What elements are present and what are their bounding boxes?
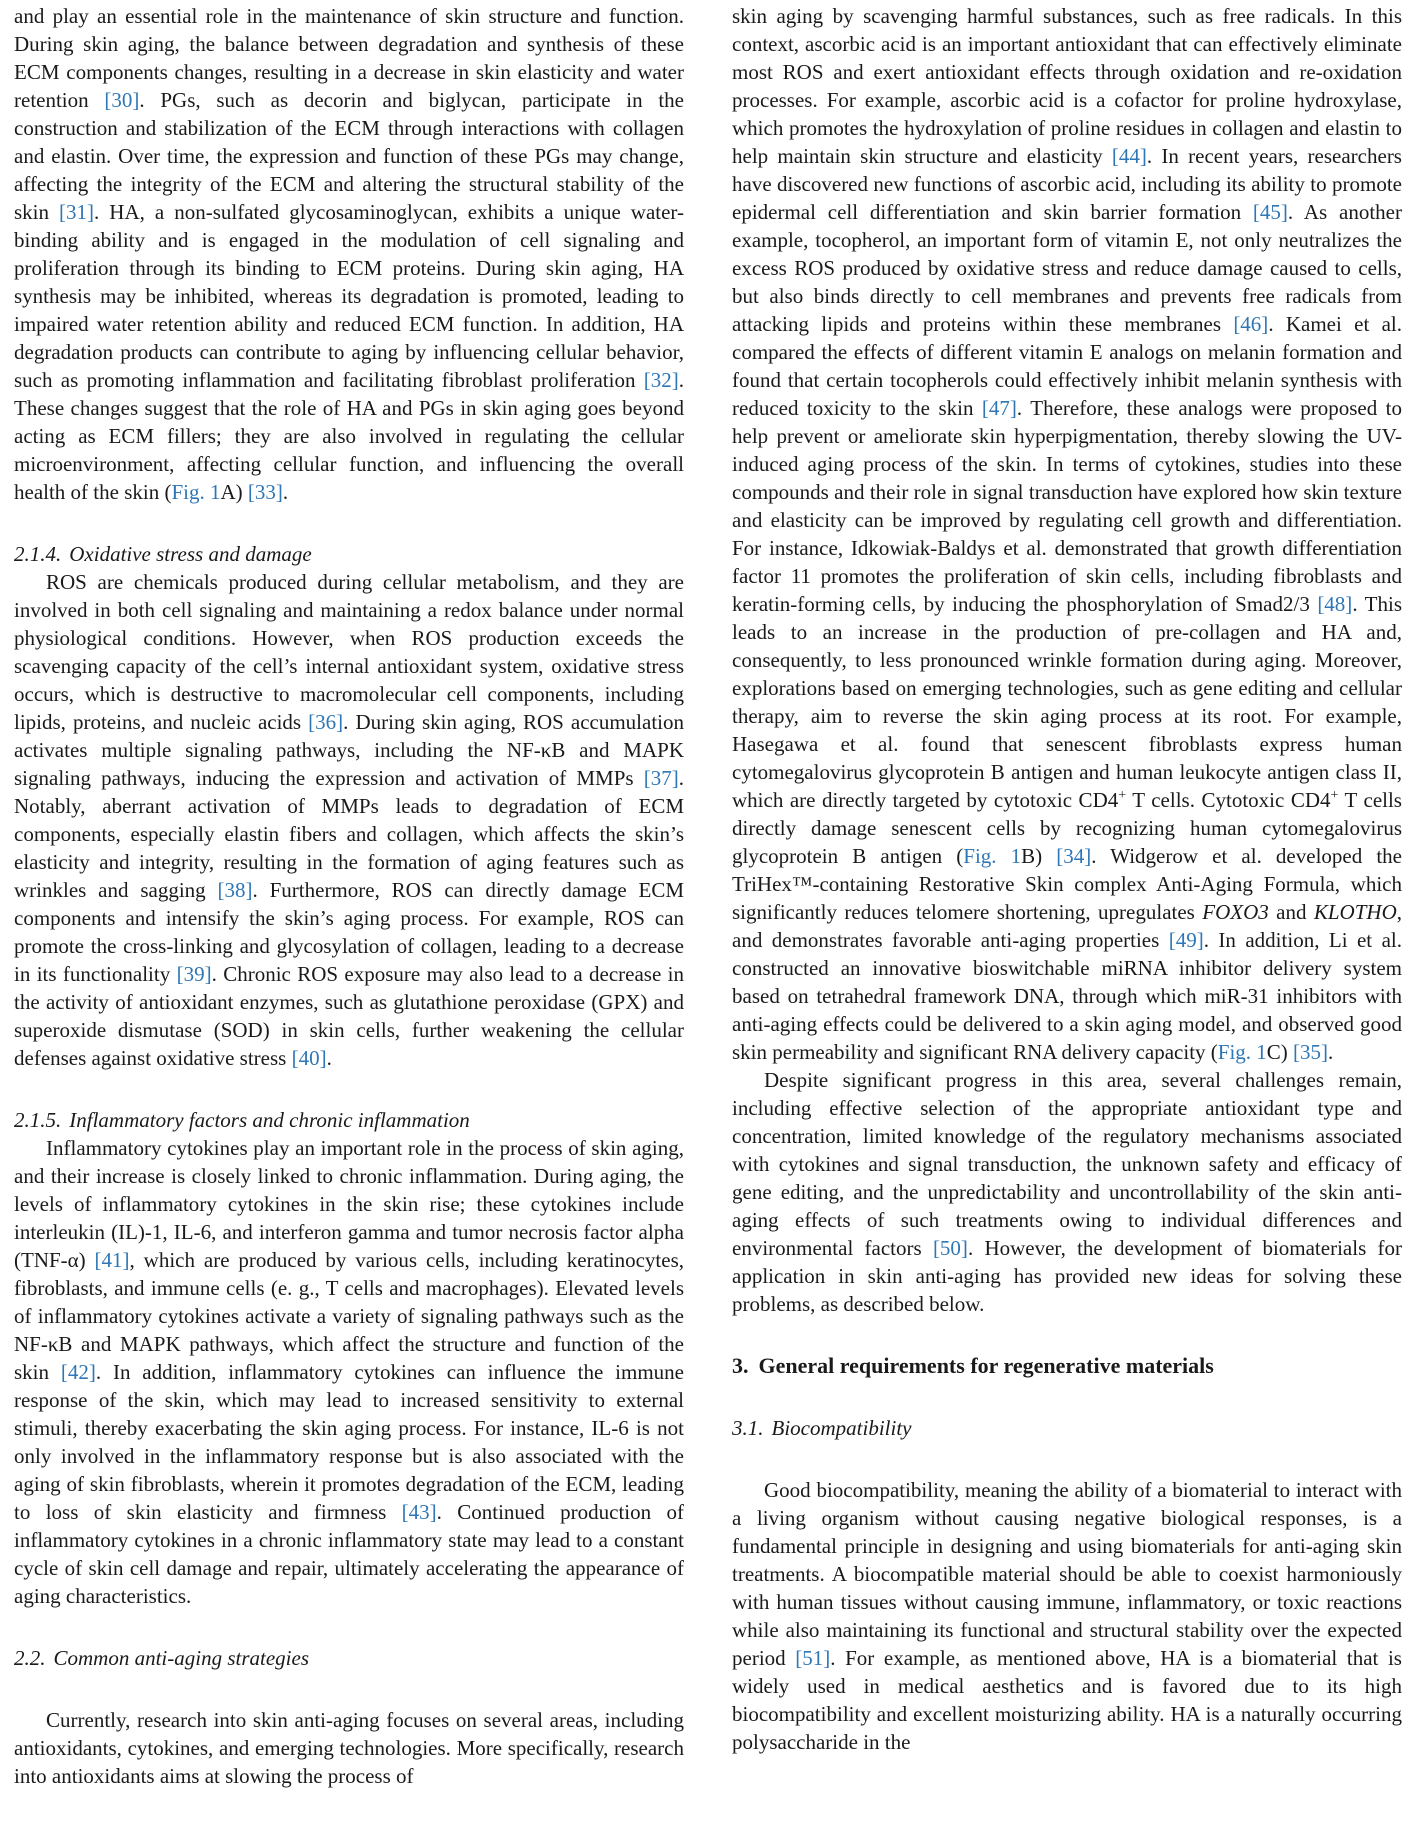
- text-run: , which are produced by various cells, including keratinocytes, fibroblasts, and immune cells (e. g., T cells and macrophages). Elevated levels of inflammatory cytokines activate a variety of signaling pathways such as the NF-κB and MAPK pathways, which affect the structure and function of the skin: [14, 1248, 685, 1384]
- figure-link[interactable]: Fig. 1: [171, 480, 221, 504]
- citation-link[interactable]: [46]: [1233, 312, 1269, 336]
- superscript: +: [1118, 788, 1127, 803]
- citation-link[interactable]: [33]: [247, 480, 283, 504]
- citation-link[interactable]: [49]: [1168, 928, 1204, 952]
- heading-title: General requirements for regenerative materials: [758, 1353, 1214, 1378]
- text-run: . In recent years, researchers have discovered new functions of ascorbic acid, including its ability to promote epidermal cell differentiation and skin barrier formation: [732, 144, 1402, 224]
- subsection-heading-2-1-5: [14, 1106, 684, 1134]
- text-run: ROS are chemicals produced during cellular metabolism, and they are involved in both cell signaling and maintaining a redox balance under normal physiological conditions. However, when ROS production exceeds the scavenging capacity of the cell’s internal antioxidant system, oxidative stress occurs, which is destructive to macromolecular cell components, including lipids, proteins, and nucleic acids: [14, 570, 684, 734]
- figure-link[interactable]: Fig. 1: [963, 844, 1022, 868]
- text-run: and play an essential role in the maintenance of skin structure and function. During skin aging, the balance between degradation and synthesis of these ECM components changes, resulting in a decrease in skin elasticity and water retention: [14, 4, 684, 112]
- text-run: , and demonstrates favorable anti-aging properties: [732, 900, 1402, 952]
- text-run: .: [326, 1046, 332, 1070]
- text-run: . These changes suggest that the role of HA and PGs in skin aging goes beyond acting as ECM fillers; they are also involved in regulating the cellular microenvironment, affecting cellular function, and influencing the overall health of the skin (: [14, 368, 684, 504]
- section-heading-3: [732, 1352, 1402, 1380]
- text-run: Inflammatory cytokines play an important role in the process of skin aging, and their increase is closely linked to chronic inflammation. During aging, the levels of inflammatory cytokines in the skin rise; these cytokines include interleukin (IL)-1, IL-6, and interferon gamma and tumor necrosis factor alpha (TNF-α): [14, 1136, 684, 1272]
- text-run: . HA, a non-sulfated glycosaminoglycan, exhibits a unique water-binding ability and is engaged in the modulation of cell signaling and proliferation through its binding to ECM proteins. During skin aging, HA synthesis may be inhibited, whereas its degradation is promoted, leading to impaired water retention ability and reduced ECM function. In addition, HA degradation products can contribute to aging by influencing cellular behavior, such as promoting inflammation and facilitating fibroblast proliferation: [14, 200, 684, 392]
- text-run: . This leads to an increase in the production of pre-collagen and HA and, consequently, to less pronounced wrinkle formation during aging. Moreover, explorations based on emerging technologies, such as gene editing and cellular therapy, aim to reverse the skin aging process at its root. For example, Hasegawa et al. found that senescent fibroblasts express human cytomegalovirus glycoprotein B antigen and human leukocyte antigen class II, which are directly targeted by cytotoxic CD4: [732, 592, 1402, 812]
- citation-link[interactable]: [36]: [308, 710, 344, 734]
- paragraph: [14, 1134, 684, 1610]
- text-run: skin aging by scavenging harmful substances, such as free radicals. In this context, ascorbic acid is an important antioxidant that can effectively eliminate most ROS and exert antioxidant effects through oxidation and re-oxidation processes. For example, ascorbic acid is a cofactor for proline hydroxylase, which promotes the hydroxylation of proline residues in collagen and elastin to help maintain skin structure and elasticity: [732, 4, 1402, 168]
- heading-title: Common anti-aging strategies: [53, 1646, 309, 1670]
- paragraph: [14, 568, 684, 1072]
- heading-title: Inflammatory factors and chronic inflammation: [69, 1108, 470, 1132]
- citation-link[interactable]: [47]: [981, 396, 1017, 420]
- text-run: .: [1328, 1040, 1334, 1064]
- text-run: B): [1021, 844, 1057, 868]
- text-run: Currently, research into skin anti-aging focuses on several areas, including antioxidants, cytokines, and emerging technologies. More specifically, research into antioxidants aims at slowing the process of: [14, 1708, 684, 1788]
- citation-link[interactable]: [48]: [1317, 592, 1353, 616]
- paragraph: [732, 2, 1402, 1066]
- text-run: . Therefore, these analogs were proposed to help prevent or ameliorate skin hyperpigmentation, thereby slowing the UV-induced aging process of the skin. In terms of cytokines, studies into these compounds and their role in signal transduction have explored how skin texture and elasticity can be improved by regulating cell growth and differentiation. For instance, Idkowiak-Baldys et al. demonstrated that growth differentiation factor 11 promotes the proliferation of skin cells, including fibroblasts and keratin-forming cells, by inducing the phosphorylation of Smad2/3: [732, 396, 1402, 616]
- citation-link[interactable]: [45]: [1252, 200, 1288, 224]
- paragraph: [732, 1476, 1402, 1756]
- text-run: . Notably, aberrant activation of MMPs leads to degradation of ECM components, especially elastin fibers and collagen, which affects the skin’s elasticity and integrity, resulting in the formation of aging features such as wrinkles and sagging: [14, 766, 684, 902]
- citation-link[interactable]: [32]: [643, 368, 679, 392]
- text-run: . Chronic ROS exposure may also lead to a decrease in the activity of antioxidant enzymes, such as glutathione peroxidase (GPX) and superoxide dismutase (SOD) in skin cells, further weakening the cellular defenses against oxidative stress: [14, 962, 684, 1070]
- citation-link[interactable]: [30]: [104, 88, 140, 112]
- paragraph: [14, 2, 684, 506]
- text-run: and: [1268, 900, 1314, 924]
- text-run: . For example, as mentioned above, HA is a biomaterial that is widely used in medical aesthetics and is favored due to its high biocompatibility and excellent moisturizing ability. HA is a naturally occurring polysaccharide in the: [732, 1646, 1402, 1754]
- text-run: . However, the development of biomaterials for application in skin anti-aging has provided new ideas for solving these problems, as described below.: [732, 1236, 1402, 1316]
- heading-number: 2.1.4.: [14, 542, 62, 566]
- text-run: . In addition, Li et al. constructed an innovative bioswitchable miRNA inhibitor delivery system based on tetrahedral framework DNA, through which miR-31 inhibitors with anti-aging effects could be delivered to a skin aging model, and observed good skin permeability and significant RNA delivery capacity (: [732, 928, 1402, 1064]
- citation-link[interactable]: [42]: [60, 1360, 96, 1384]
- subsection-heading-3-1: [732, 1414, 1402, 1442]
- left-column: [14, 2, 684, 1790]
- subsection-heading-2-2: [14, 1644, 684, 1672]
- text-run: . Widgerow et al. developed the TriHex™-containing Restorative Skin complex Anti-Aging Formula, which significantly reduces telomere shortening, upregulates: [732, 844, 1402, 924]
- figure-link[interactable]: Fig. 1: [1217, 1040, 1267, 1064]
- text-run: . Furthermore, ROS can directly damage ECM components and intensify the skin’s aging process. For example, ROS can promote the cross-linking and glycosylation of collagen, leading to a decrease in its functionality: [14, 878, 684, 986]
- text-run: T cells. Cytotoxic CD4: [1126, 788, 1331, 812]
- text-run: . In addition, inflammatory cytokines can influence the immune response of the skin, which may lead to increased sensitivity to external stimuli, thereby exacerbating the skin aging process. For instance, IL-6 is not only involved in the inflammatory response but is also associated with the aging of skin fibroblasts, wherein it promotes degradation of the ECM, leading to loss of skin elasticity and firmness: [14, 1360, 684, 1524]
- citation-link[interactable]: [39]: [176, 962, 212, 986]
- heading-number: 3.: [732, 1353, 749, 1378]
- paragraph: [732, 1066, 1402, 1318]
- citation-link[interactable]: [41]: [94, 1248, 130, 1272]
- heading-number: 2.1.5.: [14, 1108, 62, 1132]
- citation-link[interactable]: [31]: [59, 200, 95, 224]
- text-run: .: [282, 480, 289, 504]
- right-column: [732, 2, 1402, 1756]
- citation-link[interactable]: [44]: [1111, 144, 1147, 168]
- gene-name: KLOTHO: [1313, 900, 1397, 924]
- heading-title: Biocompatibility: [771, 1416, 912, 1440]
- citation-link[interactable]: [35]: [1293, 1040, 1329, 1064]
- subsection-heading-2-1-4: [14, 540, 684, 568]
- text-run: A): [220, 480, 248, 504]
- text-run: Despite significant progress in this area, several challenges remain, including effective selection of the appropriate antioxidant type and concentration, limited knowledge of the regulatory mechanisms associated with cytokines and signal transduction, the unknown safety and efficacy of gene editing, and the unpredictability and uncontrollability of the skin anti-aging effects of such treatments owing to individual differences and environmental factors: [732, 1068, 1402, 1260]
- text-run: T cells directly damage senescent cells by recognizing human cytomegalovirus glycoprotein B antigen (: [732, 788, 1402, 868]
- citation-link[interactable]: [34]: [1056, 844, 1092, 868]
- gene-name: FOXO3: [1202, 900, 1269, 924]
- text-run: . During skin aging, ROS accumulation activates multiple signaling pathways, including the NF-κB and MAPK signaling pathways, inducing the expression and activation of MMPs: [14, 710, 684, 790]
- text-run: . Kamei et al. compared the effects of different vitamin E analogs on melanin formation and found that certain tocopherols could effectively inhibit melanin synthesis with reduced toxicity to the skin: [732, 312, 1402, 420]
- superscript: +: [1330, 788, 1339, 803]
- citation-link[interactable]: [51]: [795, 1646, 831, 1670]
- citation-link[interactable]: [37]: [643, 766, 679, 790]
- text-run: C): [1266, 1040, 1294, 1064]
- heading-number: 2.2.: [14, 1646, 46, 1670]
- text-run: . PGs, such as decorin and biglycan, participate in the construction and stabilization of the ECM through interactions with collagen and elastin. Over time, the expression and function of these PGs may change, affecting the integrity of the ECM and altering the structural stability of the skin: [14, 88, 685, 224]
- paragraph: [14, 1706, 684, 1790]
- heading-number: 3.1.: [732, 1416, 764, 1440]
- text-run: Good biocompatibility, meaning the ability of a biomaterial to interact with a living organism without causing negative biological responses, is a fundamental principle in designing and using biomaterials for anti-aging skin treatments. A biocompatible material should be able to coexist harmoniously with human tissues without causing immune, inflammatory, or toxic reactions while also maintaining its functional and structural stability over the expected period: [732, 1478, 1402, 1670]
- citation-link[interactable]: [43]: [401, 1500, 437, 1524]
- text-run: . Continued production of inflammatory cytokines in a chronic inflammatory state may lead to a constant cycle of skin cell damage and repair, ultimately accelerating the appearance of aging characteristics.: [14, 1500, 684, 1608]
- citation-link[interactable]: [40]: [291, 1046, 327, 1070]
- text-run: . As another example, tocopherol, an important form of vitamin E, not only neutralizes the excess ROS produced by oxidative stress and reduce damage caused to cells, but also binds directly to cell membranes and prevents free radicals from attacking lipids and proteins within these membranes: [732, 200, 1402, 336]
- citation-link[interactable]: [50]: [932, 1236, 968, 1260]
- heading-title: Oxidative stress and damage: [69, 542, 312, 566]
- citation-link[interactable]: [38]: [217, 878, 253, 902]
